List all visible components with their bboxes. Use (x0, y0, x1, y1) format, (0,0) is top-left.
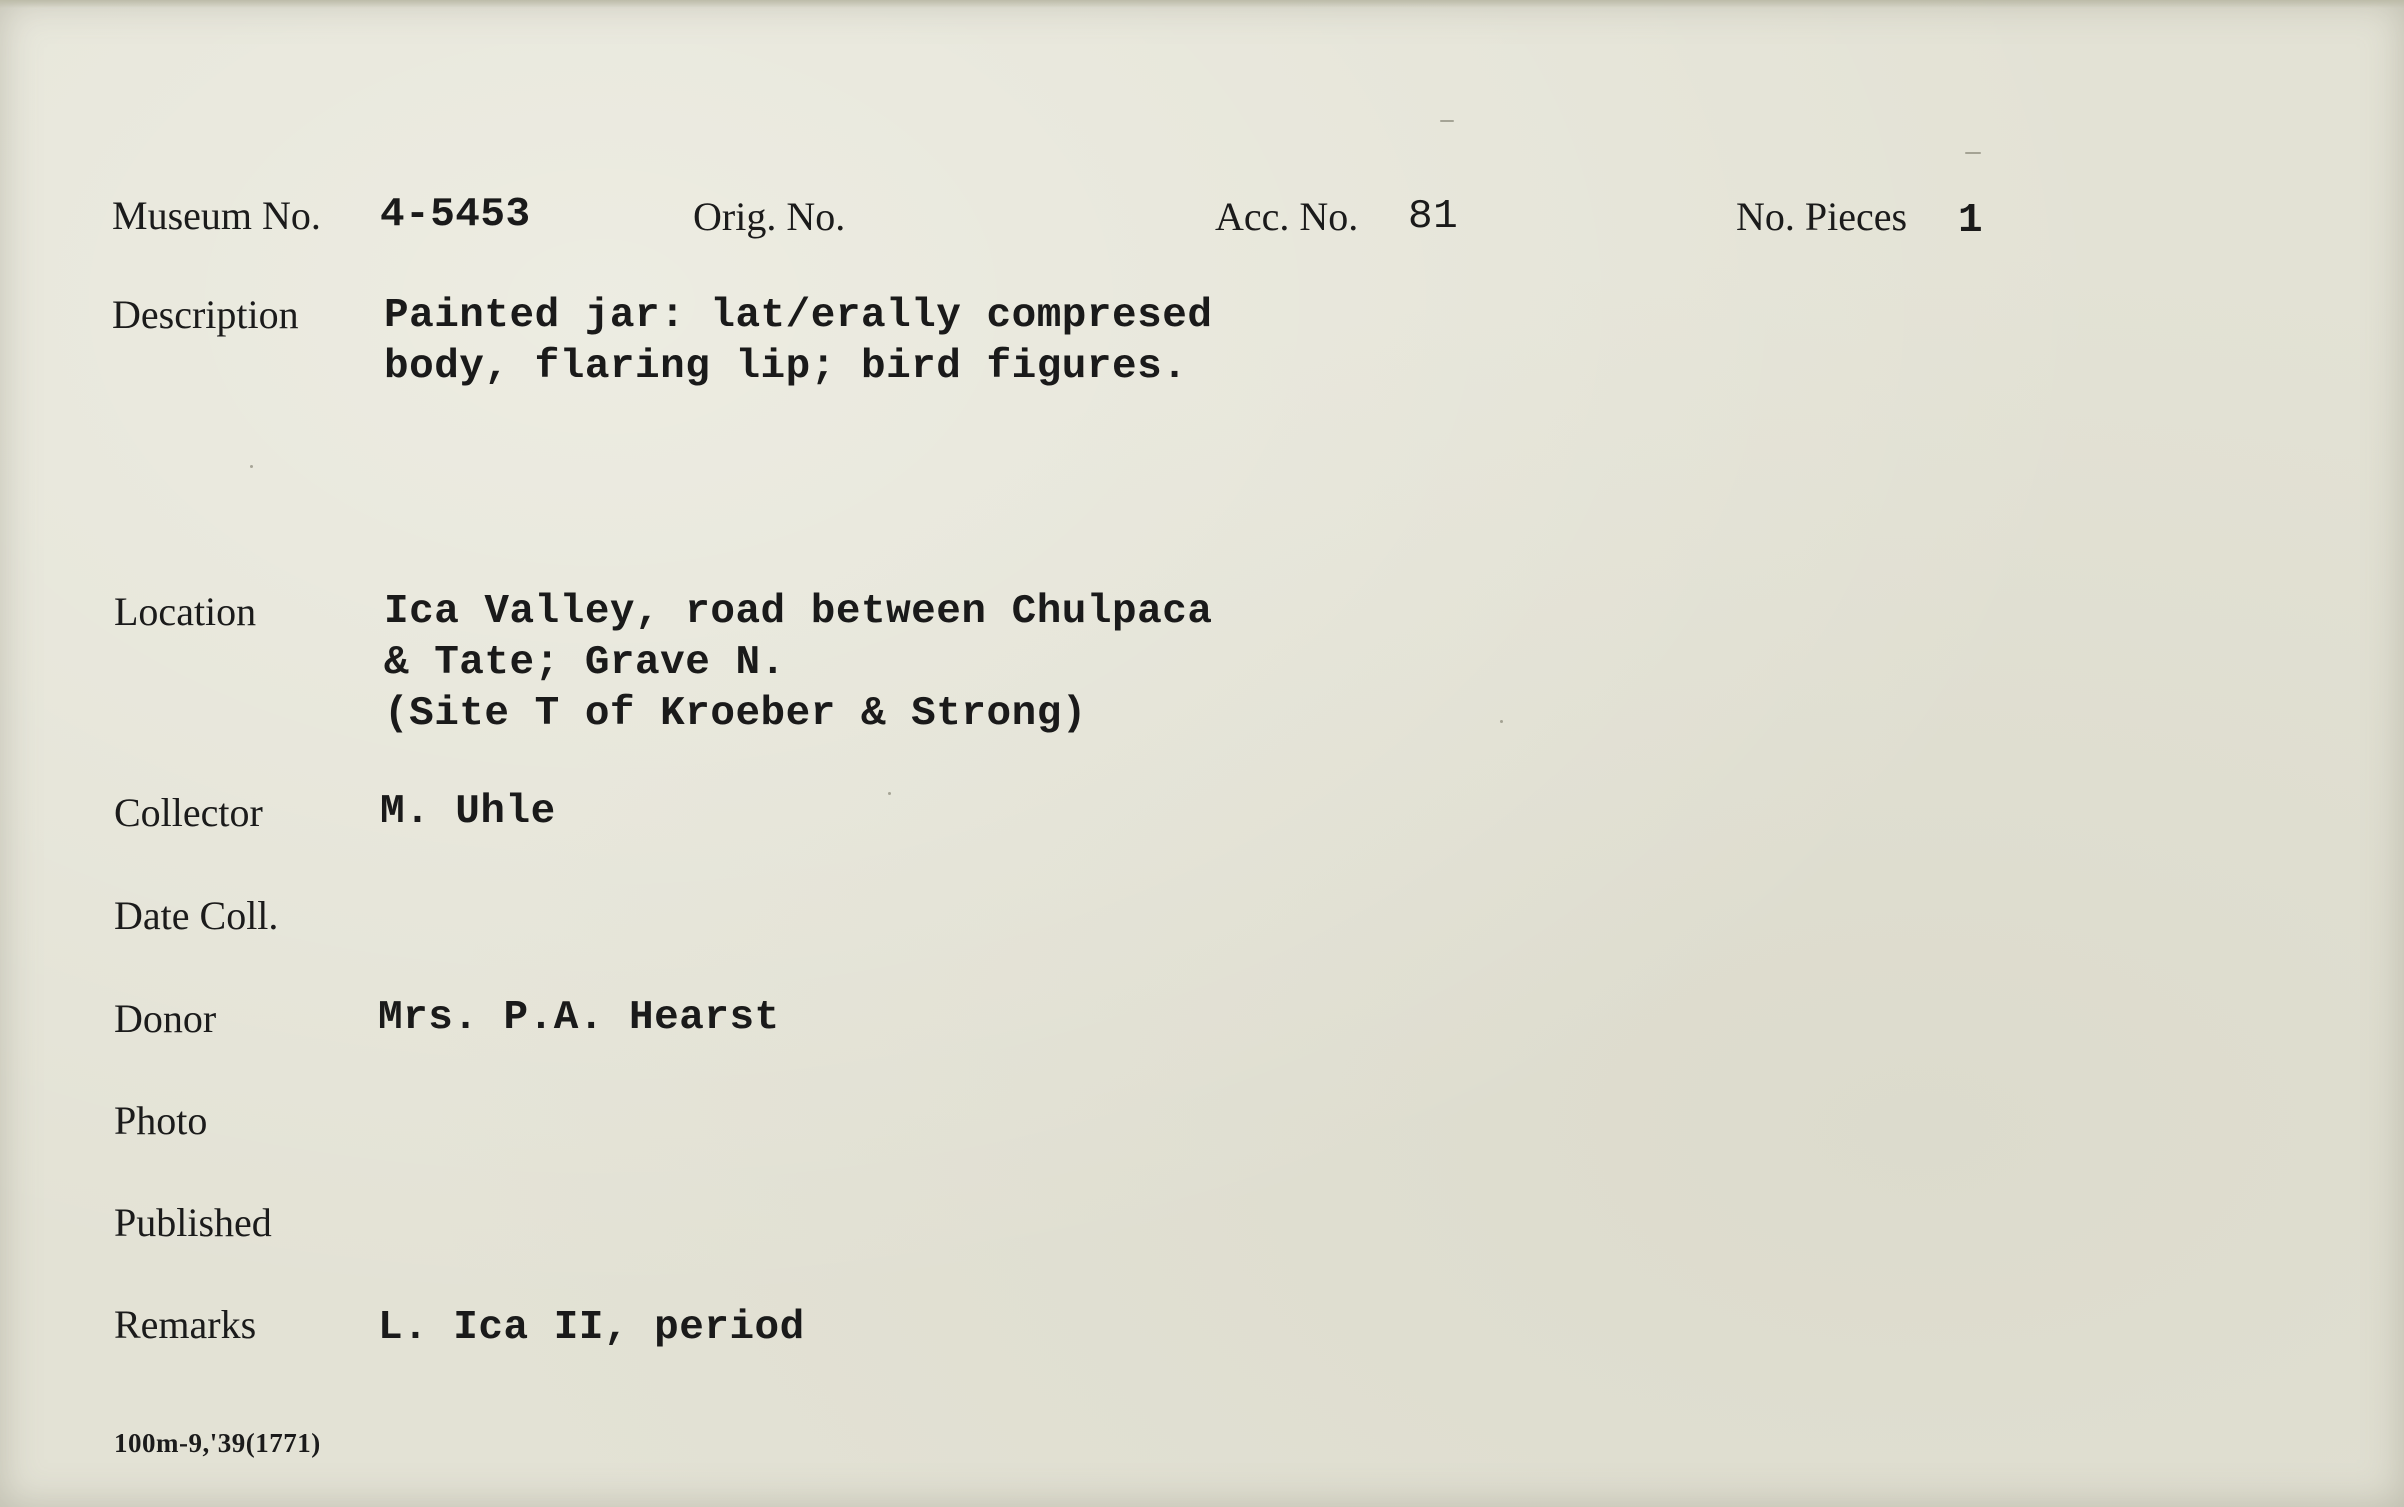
collector-value: M. Uhle (380, 789, 556, 835)
location-line: Ica Valley, road between Chulpaca (384, 589, 1213, 635)
donor-value: Mrs. P.A. Hearst (378, 995, 780, 1041)
description-label: Description (112, 292, 299, 337)
form-code: 100m-9,'39(1771) (114, 1428, 321, 1458)
paper-speck (1500, 720, 1503, 723)
collector-label: Collector (114, 790, 263, 835)
location-line: & Tate; Grave N. (384, 640, 786, 686)
paper-speck (250, 465, 253, 468)
remarks-value: L. Ica II, period (378, 1305, 805, 1351)
published-label: Published (114, 1200, 272, 1245)
location-line: (Site T of Kroeber & Strong) (384, 691, 1087, 737)
acc-no-label: Acc. No. (1215, 194, 1359, 239)
paper-speck (888, 792, 891, 795)
date-coll-label: Date Coll. (114, 893, 279, 938)
no-pieces-label: No. Pieces (1736, 194, 1908, 239)
description-value (384, 291, 1212, 393)
no-pieces-value: 1 (1958, 198, 1984, 244)
paper-speck (1440, 120, 1454, 122)
description-line: Painted jar: lat/erally compresed (384, 293, 1213, 339)
photo-label: Photo (114, 1098, 208, 1143)
description-line: body, flaring lip; bird figures. (384, 344, 1188, 390)
paper-speck (1965, 152, 1981, 154)
donor-label: Donor (114, 996, 217, 1041)
location-label: Location (114, 589, 257, 634)
orig-no-label: Orig. No. (693, 194, 846, 239)
location-value (384, 587, 1212, 740)
remarks-label: Remarks (114, 1302, 257, 1347)
card-top-edge (0, 0, 2404, 8)
museum-no-label: Museum No. (112, 193, 321, 238)
museum-no-value: 4-5453 (380, 192, 531, 238)
acc-no-value: 81 (1408, 194, 1459, 240)
